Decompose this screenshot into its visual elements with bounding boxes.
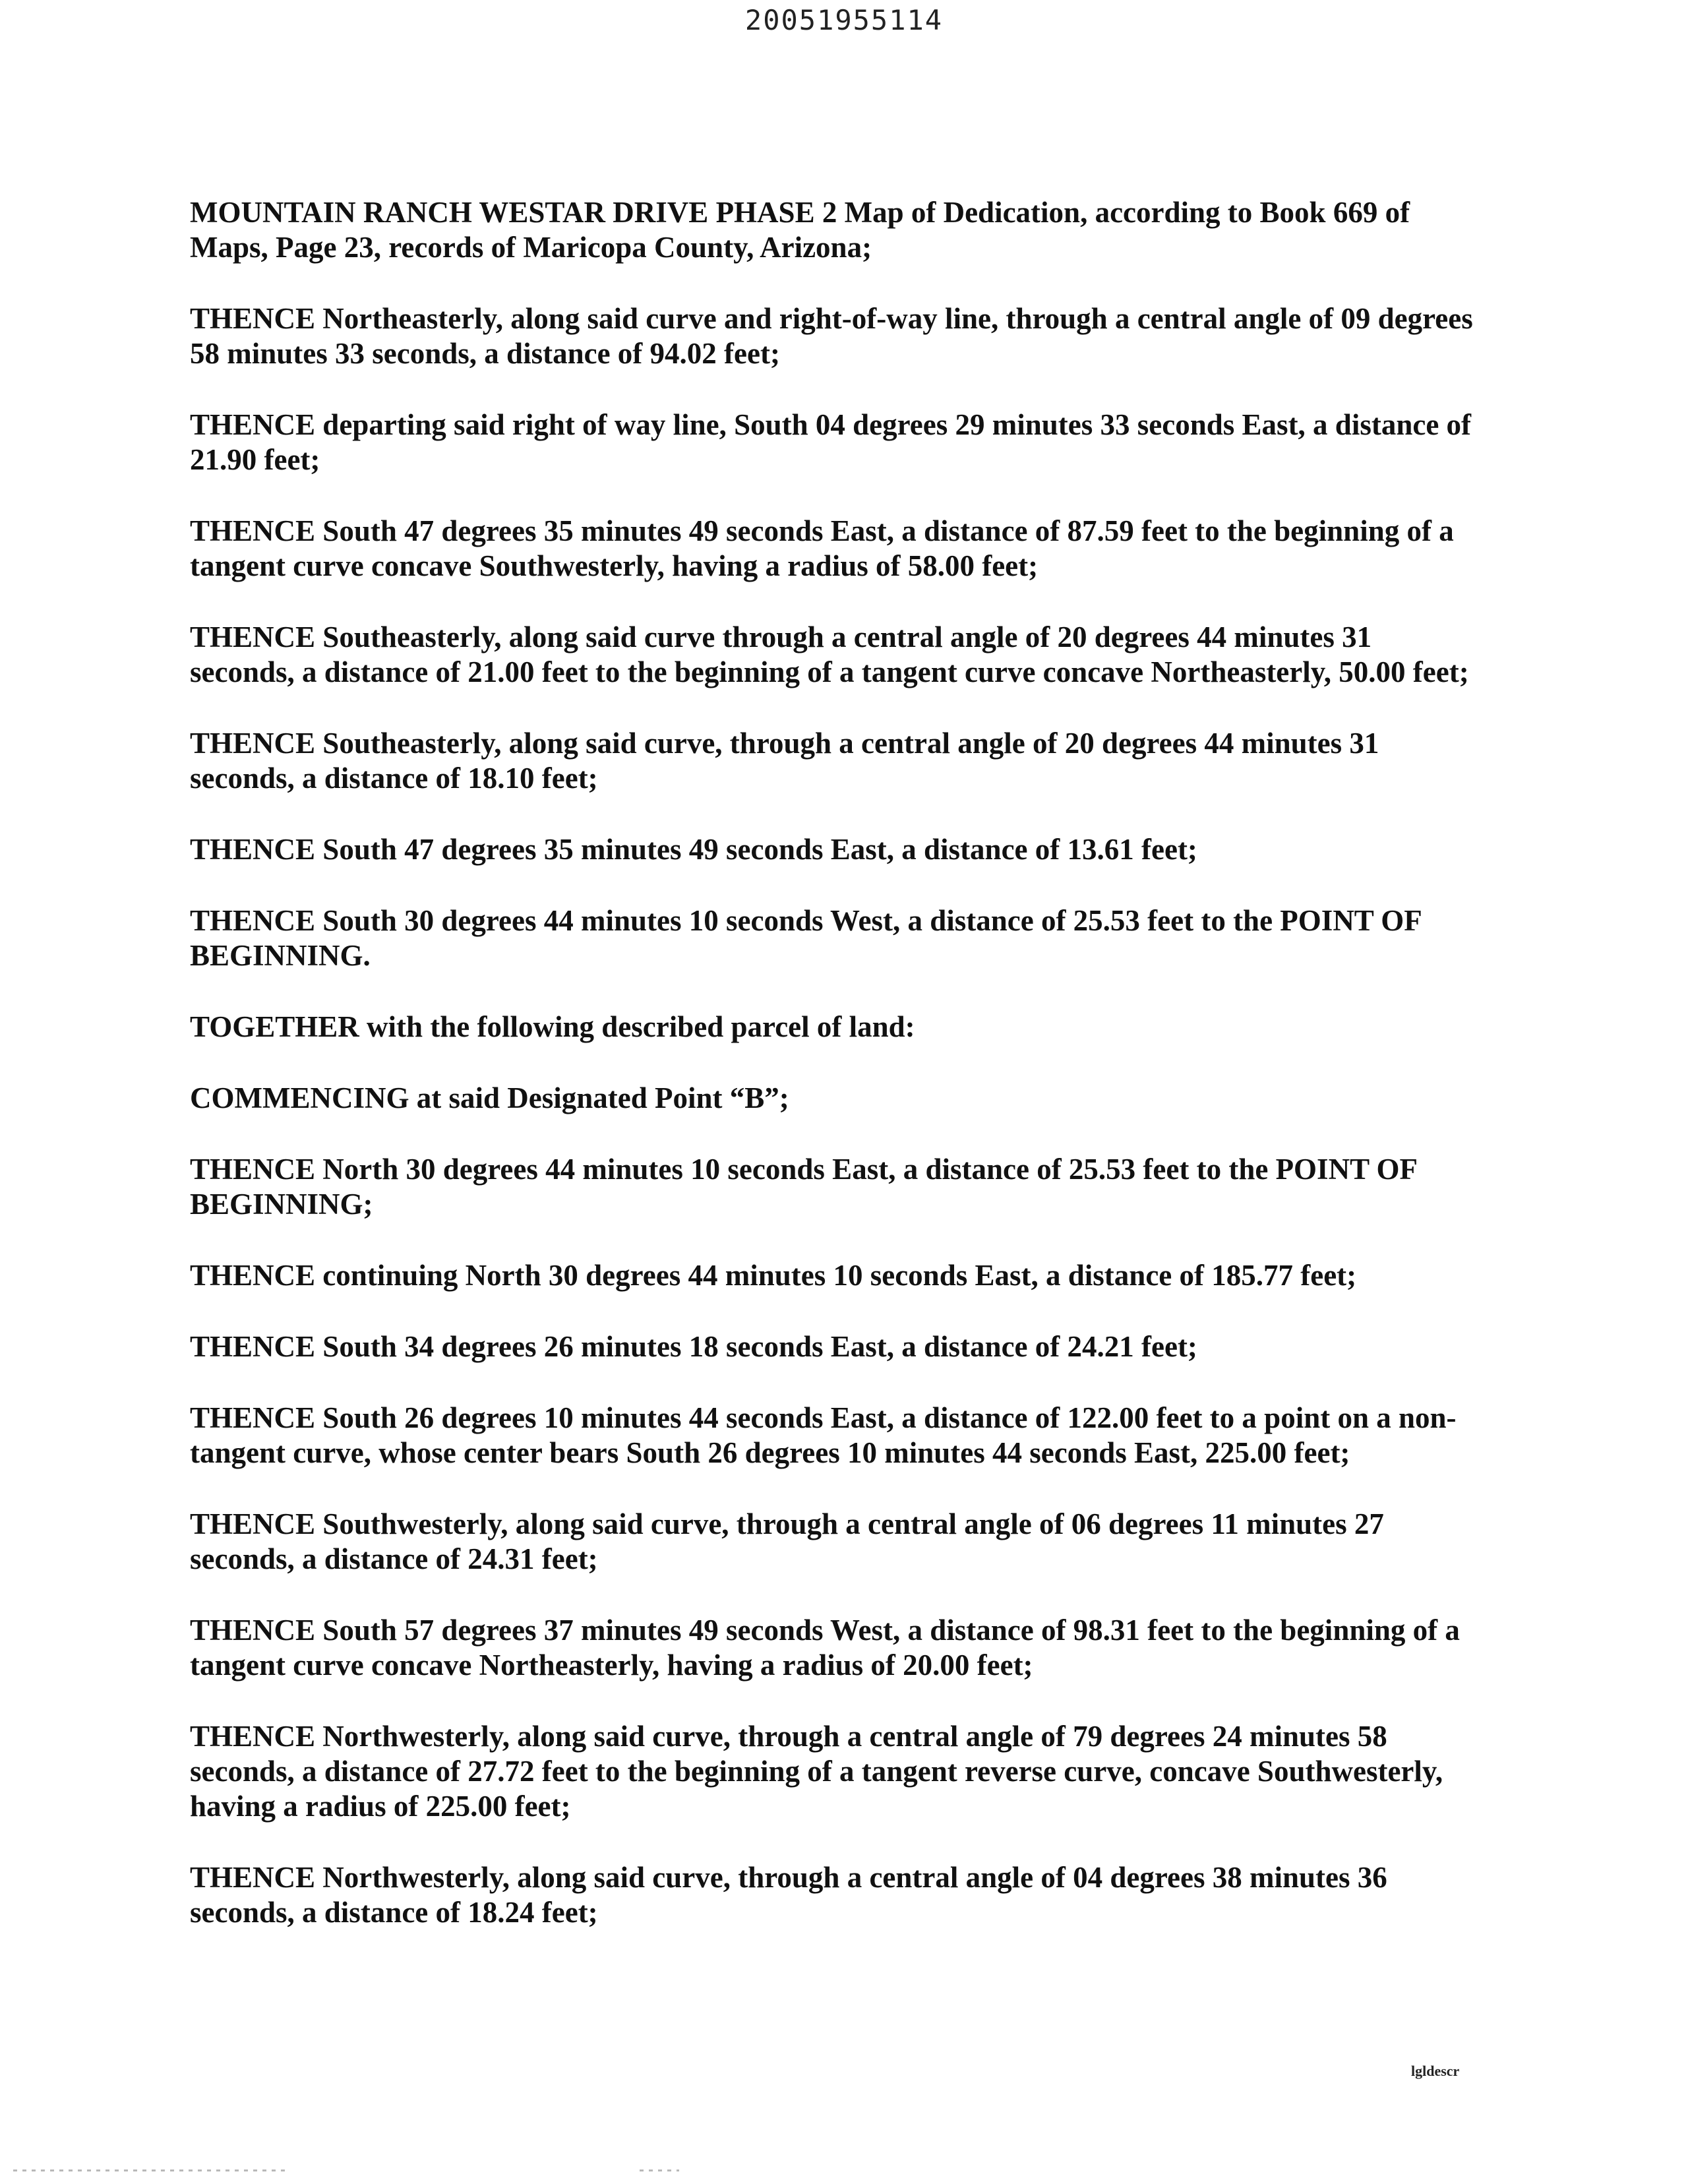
- paragraph: THENCE departing said right of way line, South 04 degrees 29 minutes 33 seconds East, a distance of 21.90 feet;: [190, 408, 1472, 476]
- paragraph: THENCE continuing North 30 degrees 44 minutes 10 seconds East, a distance of 185.77 feet;: [190, 1259, 1357, 1292]
- paragraph: TOGETHER with the following described parcel of land:: [190, 1010, 915, 1043]
- scan-artifact: [13, 2169, 290, 2171]
- paragraph: THENCE Northwesterly, along said curve, through a central angle of 04 degrees 38 minutes 36 seconds, a distance of 18.24 feet;: [190, 1861, 1387, 1929]
- paragraph: MOUNTAIN RANCH WESTAR DRIVE PHASE 2 Map of Dedication, according to Book 669 of Maps, Page 23, records of Maricopa County, Arizona;: [190, 196, 1410, 264]
- paragraph: THENCE North 30 degrees 44 minutes 10 seconds East, a distance of 25.53 feet to the POINT OF BEGINNING;: [190, 1153, 1417, 1221]
- paragraph: THENCE South 47 degrees 35 minutes 49 seconds East, a distance of 87.59 feet to the beginning of a tangent curve concave Southwesterly, having a radius of 58.00 feet;: [190, 514, 1454, 582]
- legal-description-body: [190, 195, 1476, 1966]
- paragraph: THENCE Southeasterly, along said curve through a central angle of 20 degrees 44 minutes 31 seconds, a distance of 21.00 feet to the beginning of a tangent curve concave Northeasterly, 50.00 feet;: [190, 621, 1469, 688]
- paragraph: THENCE South 26 degrees 10 minutes 44 seconds East, a distance of 122.00 feet to a point on a non-tangent curve, whose center bears South 26 degrees 10 minutes 44 seconds East, 225.00 feet;: [190, 1401, 1457, 1469]
- paragraph: COMMENCING at said Designated Point “B”;: [190, 1081, 789, 1114]
- paragraph: THENCE Northwesterly, along said curve, through a central angle of 79 degrees 24 minutes 58 seconds, a distance of 27.72 feet to the beginning of a tangent reverse curve, concave Southwesterly, having a radius of 225.00 feet;: [190, 1720, 1443, 1823]
- paragraph: THENCE South 30 degrees 44 minutes 10 seconds West, a distance of 25.53 feet to the POINT OF BEGINNING.: [190, 904, 1422, 972]
- paragraph: THENCE Southeasterly, along said curve, through a central angle of 20 degrees 44 minutes 31 seconds, a distance of 18.10 feet;: [190, 727, 1379, 795]
- paragraph: THENCE Northeasterly, along said curve and right-of-way line, through a central angle of 09 degrees 58 minutes 33 seconds, a distance of 94.02 feet;: [190, 302, 1473, 370]
- document-number: 20051955114: [744, 4, 944, 36]
- paragraph: THENCE Southwesterly, along said curve, through a central angle of 06 degrees 11 minutes 27 seconds, a distance of 24.31 feet;: [190, 1507, 1384, 1575]
- file-tag: lgldescr: [1411, 2063, 1460, 2079]
- scan-artifact: [640, 2169, 679, 2171]
- paragraph: THENCE South 57 degrees 37 minutes 49 seconds West, a distance of 98.31 feet to the beginning of a tangent curve concave Northeasterly, having a radius of 20.00 feet;: [190, 1614, 1460, 1682]
- paragraph: THENCE South 34 degrees 26 minutes 18 seconds East, a distance of 24.21 feet;: [190, 1330, 1197, 1363]
- paragraph: THENCE South 47 degrees 35 minutes 49 seconds East, a distance of 13.61 feet;: [190, 833, 1197, 866]
